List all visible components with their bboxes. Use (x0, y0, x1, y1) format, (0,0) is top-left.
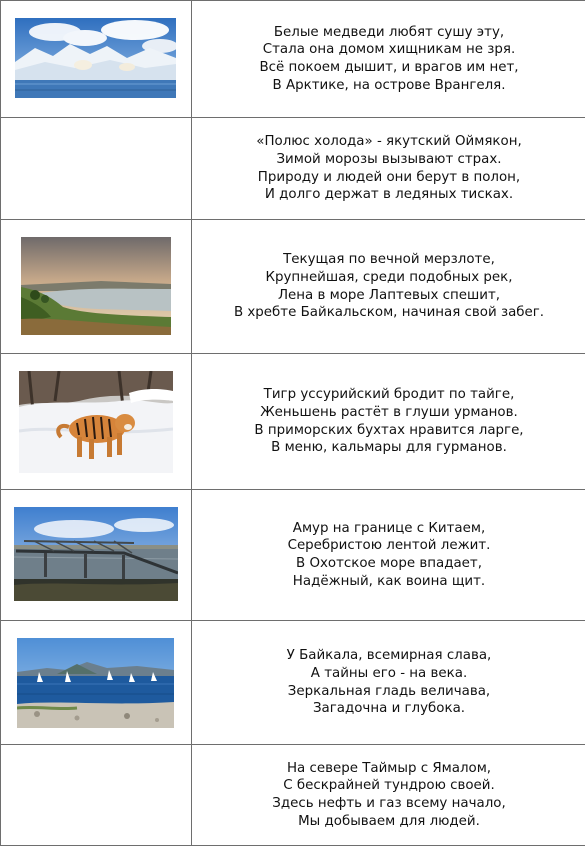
table-row (1, 490, 585, 621)
verse-cell (192, 118, 585, 220)
verse-line: Крупнейшая, среди подобных рек, (265, 269, 513, 285)
verse-line: А тайны его - на века. (310, 665, 468, 681)
verse-cell (192, 1, 585, 118)
verse-line: Белые медведи любят сушу эту, (273, 24, 505, 40)
table-row (1, 621, 585, 745)
verse-line: И долго держат в ледяных тисках. (264, 187, 514, 203)
image-cell (1, 354, 192, 490)
tiger-photo (19, 371, 173, 473)
verse-line: В приморских бухтах нравится ларге, (254, 422, 524, 438)
lena-river-photo (21, 237, 171, 335)
polar-bears-photo (15, 18, 176, 98)
image-cell (1, 621, 192, 745)
table-row (1, 745, 585, 846)
table-row (1, 220, 585, 354)
image-cell (1, 490, 192, 621)
verse-line: Тигр уссурийский бродит по тайге, (263, 387, 515, 403)
table-row (1, 354, 585, 490)
verse-line: Всё покоем дышит, и врагов им нет, (259, 60, 519, 75)
verse-line: Зимой морозы вызывают страх. (276, 151, 502, 167)
verse (192, 24, 585, 94)
verse-line: На севере Таймыр с Ямалом, (286, 760, 492, 776)
verse-cell (192, 354, 585, 490)
verse-line: Надёжный, как воина щит. (292, 573, 486, 589)
verse-line: Зеркальная гладь величава, (287, 683, 491, 699)
verse-line: Загадочна и глубока. (312, 701, 466, 717)
verse (192, 647, 585, 717)
verse (192, 251, 585, 321)
verse (192, 133, 585, 203)
image-cell (1, 1, 192, 118)
verse-line: Женьшень растёт в глуши урманов. (260, 404, 518, 420)
verse-cell (192, 490, 585, 621)
baikal-photo (17, 638, 174, 728)
verse-line: «Полюс холода» - якутский Оймякон, (256, 134, 522, 150)
verse-line: Здесь нефть и газ всему начало, (272, 796, 506, 811)
amur-bridge-photo (14, 507, 178, 601)
verse-line: Лена в море Лаптевых спешит, (277, 287, 501, 303)
verse (192, 386, 585, 456)
verse-line: Амур на границе с Китаем, (292, 520, 486, 536)
verse (192, 760, 585, 830)
verse-line: В Охотское море впадает, (296, 556, 482, 571)
image-cell (1, 118, 192, 220)
verse-line: Стала она домом хищникам не зря. (262, 42, 516, 58)
image-cell (1, 745, 192, 846)
verse-line: В хребте Байкальском, начиная свой забег. (233, 305, 545, 321)
verse-cell (192, 621, 585, 745)
table-row (1, 1, 585, 118)
verse-line: Мы добываем для людей. (298, 813, 480, 829)
image-cell (1, 220, 192, 354)
verse-line: Природу и людей они берут в полон, (257, 169, 521, 185)
verse (192, 520, 585, 590)
verse-line: Текущая по вечной мерзлоте, (283, 252, 495, 268)
table-row (1, 118, 585, 220)
verse-cell (192, 220, 585, 354)
verse-cell (192, 745, 585, 846)
verse-line: В Арктике, на острове Врангеля. (272, 77, 506, 93)
verse-line: С бескрайней тундрою своей. (283, 778, 495, 794)
verse-line: У Байкала, всемирная слава, (286, 648, 492, 664)
verse-line: В меню, кальмары для гурманов. (271, 440, 507, 456)
verse-line: Серебристою лентой лежит. (287, 538, 491, 554)
